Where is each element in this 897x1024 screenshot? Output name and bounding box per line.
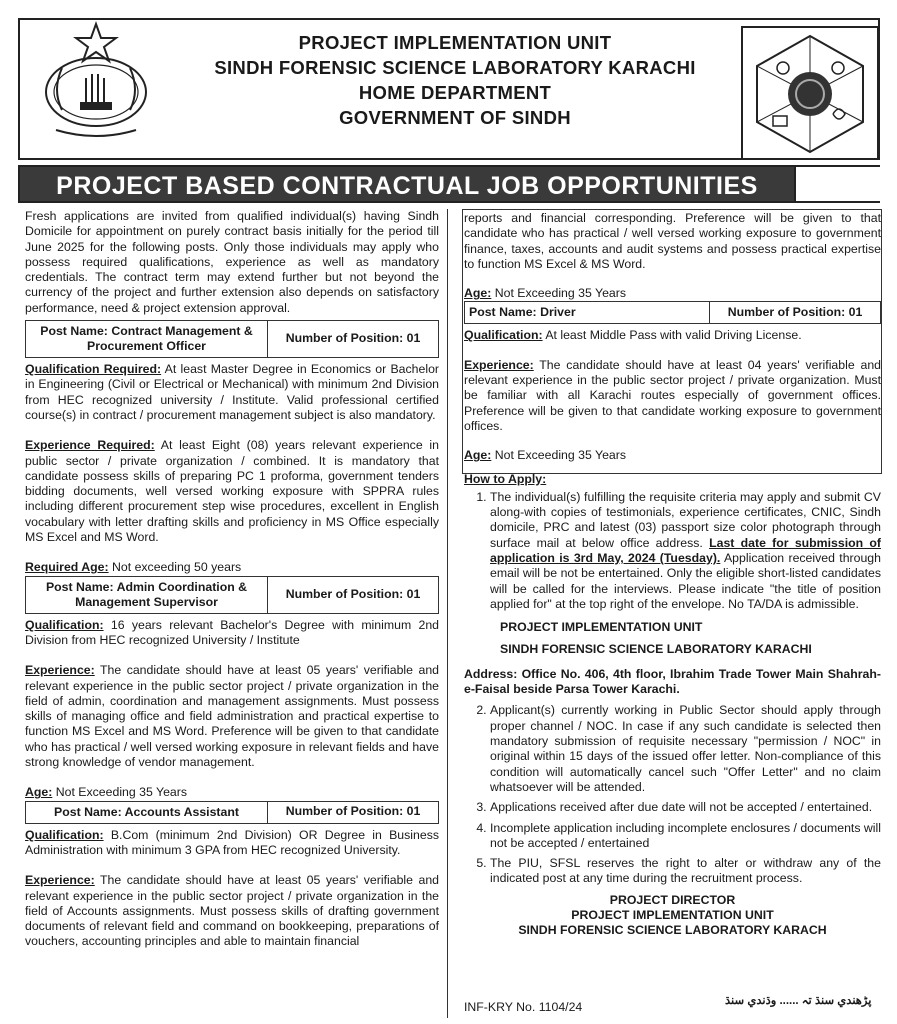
- page-title-banner: PROJECT BASED CONTRACTUAL JOB OPPORTUNITIES: [18, 165, 796, 203]
- list-item: 2. Applicant(s) currently working in Public Sector should apply through proper channel / NOC. In case if any such candidate is selected then mandatory submission of requisite necessary "permission / NOC" in original within 15 days of the issued offer letter. Non-compliance of this condition will automatically cancel such "Offer Letter" and no claim whatsoever will be attended.: [490, 703, 881, 795]
- deadline-text: Last date for submission of application is 3rd May, 2024 (Tuesday).: [490, 535, 882, 566]
- forensic-lab-logo-icon: [741, 26, 879, 160]
- header-line-1: PROJECT IMPLEMENTATION UNIT: [298, 32, 612, 53]
- age-label: Age:: [464, 448, 492, 463]
- right-top-box: [462, 209, 882, 474]
- item-text: The individual(s) fulfilling the requisite criteria may apply and submit CV along-with copies of testimonials, experience certificates, CNIC, Sindh domicile, PRC and latest (03) passport size color photograph through surface mail at below office address.: [490, 489, 881, 550]
- how-to-apply-list: [464, 490, 881, 612]
- signature-block: [464, 893, 881, 939]
- age-text: Not Exceeding 35 Years: [52, 785, 188, 800]
- position-count: Number of Position: 01: [285, 586, 421, 601]
- office-address: Address: Office No. 406, 4th floor, Ibrahim Trade Tower Main Shahrah-e-Faisal beside Parsa Tower Karachi.: [464, 666, 881, 697]
- experience-label: Experience:: [25, 873, 95, 888]
- reference-number: INF-KRY No. 1104/24: [464, 1000, 583, 1014]
- list-item: 3. Applications received after due date will not be accepted / entertained.: [490, 800, 881, 815]
- position-count: Number of Position: 01: [285, 331, 421, 346]
- experience-text: The candidate should have at least 05 years' verifiable and relevant experience in the public sector project / private organization in the field of Accounts assignments. Must possess skills of drafting government documents of relevant field and command on bookkeeping, preparations of vouchers, accounting principles and able to maintain financial: [25, 873, 439, 949]
- position-count: Number of Position: 01: [285, 804, 421, 819]
- experience-label: Experience:: [25, 663, 95, 678]
- column-divider: [447, 209, 448, 1018]
- left-column: [25, 209, 439, 950]
- qualification-text: At least Master Degree in Economics or Bachelor in Engineering (Civil or Electrical or Mechanical) with minimum 2nd Division from HEC recognized university / Institute. Valid professional certified course(s) in contract / procurement management subject is also mandatory.: [25, 362, 440, 422]
- experience-text: The candidate should have at least 04 years' verifiable and relevant experience in the public sector project / private organization. Must be familiar with all Karachi routes especially of government offices. Preference will be given to that candidate working exposure to government offices.: [464, 357, 881, 433]
- post-header-1: [25, 320, 439, 358]
- header-title-block: [175, 30, 735, 130]
- qualification-paragraph: [25, 362, 439, 423]
- post-name: Post Name: Contract Management & Procurement Officer: [26, 321, 268, 357]
- signature-unit: PROJECT IMPLEMENTATION UNIT: [571, 907, 774, 922]
- header-line-4: GOVERNMENT OF SINDH: [339, 107, 571, 128]
- office-lab: SINDH FORENSIC SCIENCE LABORATORY KARACHI: [500, 641, 812, 656]
- qualification-label: Qualification:: [464, 328, 543, 343]
- banner-tail: [796, 165, 880, 203]
- experience-paragraph: [25, 873, 439, 949]
- age-label: Age:: [464, 286, 492, 301]
- post-name: Post Name: Driver: [465, 302, 710, 323]
- experience-paragraph: [25, 663, 439, 770]
- header-line-3: HOME DEPARTMENT: [358, 82, 552, 103]
- experience-text: The candidate should have at least 05 years' verifiable and relevant experience in the public sector project / private organization in the field of admin, coordination and management assignments. Must possess skills of managing office and field administration and practical expertise to function MS Excel and MS Word. Preference will be given to that candidate who has practical / well versed working exposure in relevant fields and have strong knowledge of vendor management.: [25, 663, 439, 770]
- age-paragraph: [25, 785, 439, 800]
- age-text: Not exceeding 50 years: [108, 560, 242, 575]
- experience-paragraph: [25, 438, 439, 545]
- post-name: Post Name: Admin Coordination & Management Supervisor: [26, 577, 268, 613]
- qualification-label: Qualification:: [25, 827, 104, 842]
- qualification-label: Qualification Required:: [25, 362, 162, 377]
- header-line-2: SINDH FORENSIC SCIENCE LABORATORY KARACHI: [214, 57, 696, 78]
- signature-title: PROJECT DIRECTOR: [609, 892, 736, 907]
- government-of-sindh-emblem-icon: [22, 20, 170, 142]
- age-text: Not Exceeding 35 Years: [491, 286, 627, 301]
- urdu-slogan: پڑھندي سنڌ تہ ...... وڌندي سنڌ: [725, 995, 872, 1007]
- list-item: 4. Incomplete application including incomplete enclosures / documents will not be accepted / entertained: [490, 821, 881, 852]
- experience-label: Experience:: [464, 357, 534, 372]
- experience-continued: reports and financial corresponding. Preference will be given to that candidate who has practical / well versed working exposure to government finance, taxes, accounts and audit systems and possess practical expertise to function MS Excel & MS Word.: [464, 211, 881, 271]
- post-name: Post Name: Accounts Assistant: [26, 802, 268, 823]
- position-count: Number of Position: 01: [727, 305, 863, 320]
- age-paragraph: [25, 560, 439, 575]
- experience-text: At least Eight (08) years relevant experience in public sector / private organization / combined. It is mandatory that candidate possess skills of preparing PC 1 proforma, government tenders bidding documents, well versed working exposure with SPPRA rules including different procurement step wise procedures, excellent in English vocabulary with letter drafting skills and proficiency in MS Office especially MS Excel and MS Word.: [25, 438, 439, 545]
- age-label: Age:: [25, 785, 53, 800]
- qualification-paragraph: [25, 828, 439, 859]
- post-header-2: [25, 576, 439, 614]
- age-text: Not Exceeding 35 Years: [491, 448, 627, 463]
- qualification-text: 16 years relevant Bachelor's Degree with minimum 2nd Division from HEC recognized University / Institute: [25, 617, 439, 647]
- item-text: Application received through email will be not be entertained. Only the eligible short-listed candidates will be called for the interviews. Please indicate "the title of position applied for" at the top right of the envelope. No TA/DA is admissible.: [490, 551, 881, 611]
- how-to-apply-heading: How to Apply:: [464, 471, 547, 486]
- how-to-apply-list-continued: [464, 703, 881, 886]
- qualification-text: At least Middle Pass with valid Driving License.: [542, 328, 802, 343]
- office-unit: PROJECT IMPLEMENTATION UNIT: [500, 620, 703, 635]
- qualification-label: Qualification:: [25, 617, 104, 632]
- experience-label: Experience Required:: [25, 438, 155, 453]
- post-header-3: [25, 801, 439, 824]
- signature-lab: SINDH FORENSIC SCIENCE LABORATORY KARACH: [518, 923, 827, 938]
- qualification-paragraph: [25, 618, 439, 649]
- list-item: 5. The PIU, SFSL reserves the right to alter or withdraw any of the indicated post at any time during the recruitment process.: [490, 856, 881, 887]
- age-label: Required Age:: [25, 560, 109, 575]
- list-item: [490, 490, 881, 612]
- qualification-text: B.Com (minimum 2nd Division) OR Degree in Business Administration with minimum 3 GPA from HEC recognized University.: [25, 827, 439, 857]
- intro-paragraph: Fresh applications are invited from qualified individual(s) having Sindh Domicile for appointment on purely contract basis initially for the period till June 2025 for the following posts. Only those individuals may apply who possess required qualifications, experience as well as mandatory credentials. The contract term may extend further but not beyond the currency of the project and further extension also depends on satisfactory performance, need & project extension approval.: [25, 209, 439, 315]
